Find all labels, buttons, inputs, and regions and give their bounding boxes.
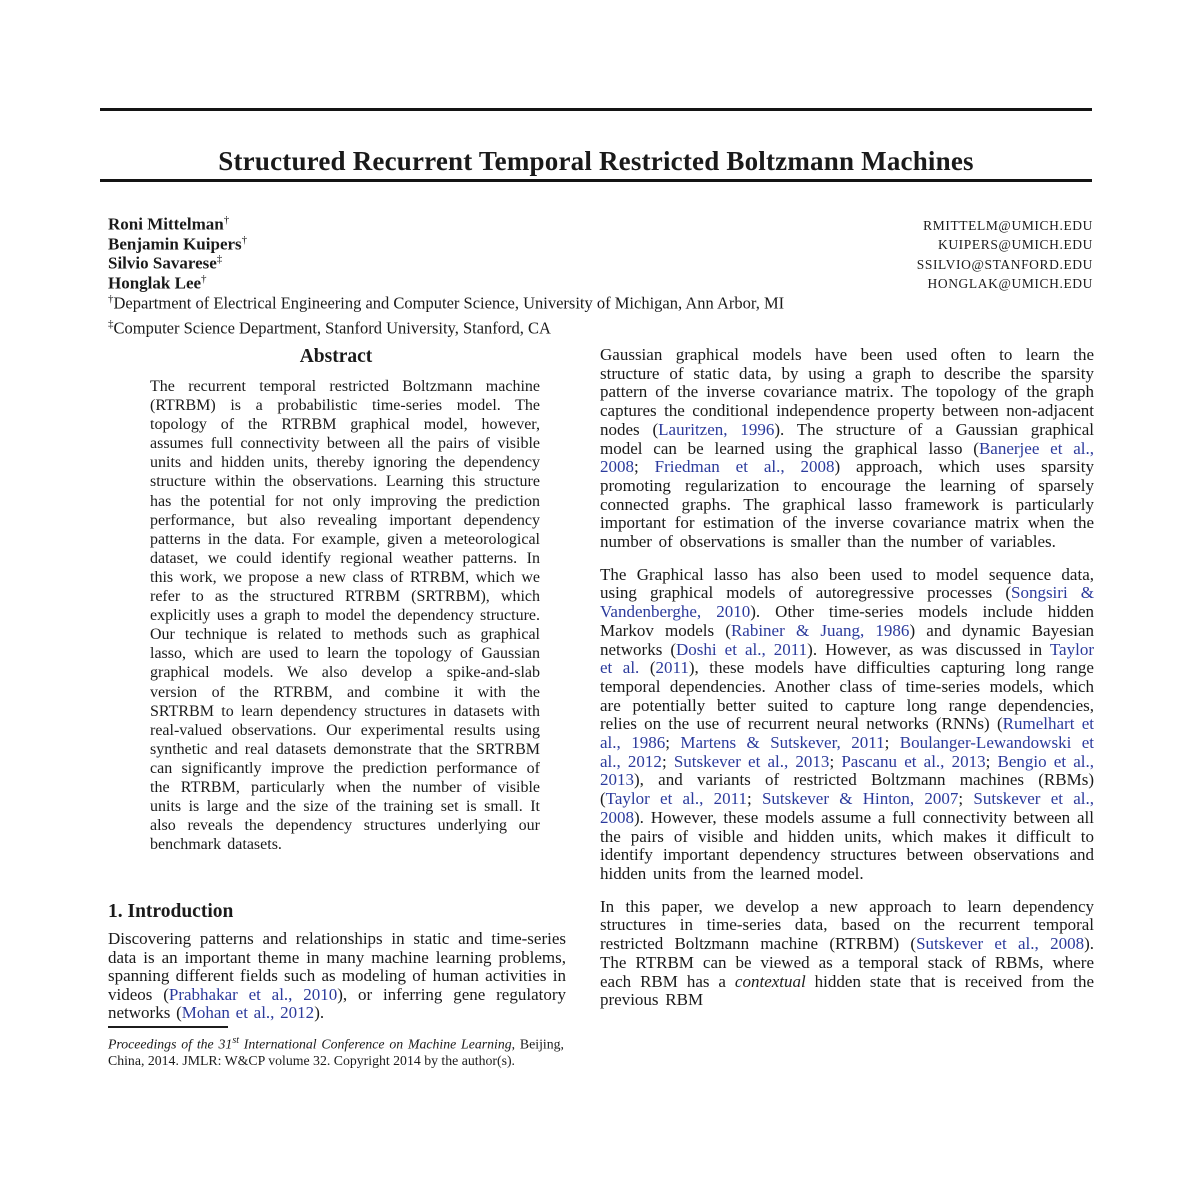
author-name-text: Roni Mittelman <box>108 214 224 234</box>
text-segment: hidden state that is received from the previous RBM <box>600 971 1094 1010</box>
affiliation-text: Department of Electrical Engineering and Computer Science, University of Michigan, Ann Arbor, MI <box>113 293 785 313</box>
text-segment: ). However, these models assume a full connectivity between all the pairs of visible and hidden units, which makes it difficult to identify important dependency structures between observations and hidden units from the learned model. <box>600 807 1094 883</box>
citation-link[interactable]: 2011 <box>655 658 689 678</box>
footnote-section <box>108 1026 564 1070</box>
text-segment: ), and variants of restricted Boltzmann machines (RBMs) ( <box>600 770 1094 809</box>
citation-link[interactable]: Songsiri & Vandenberghe, 2010 <box>600 583 1094 622</box>
author-affiliation-mark: ‡ <box>216 253 223 265</box>
author-email: SSILVIO@STANFORD.EDU <box>916 256 1093 272</box>
author-affiliation-mark: † <box>241 233 248 246</box>
author-email: RMITTELM@UMICH.EDU <box>923 217 1093 233</box>
abstract-heading: Abstract <box>299 346 373 367</box>
citation-link[interactable]: Sutskever et al., 2008 <box>916 934 1085 954</box>
citation-link[interactable]: Sutskever et al., 2008 <box>600 789 1094 827</box>
text-segment: ( <box>639 658 656 678</box>
affiliation-text: Computer Science Department, Stanford University, Stanford, CA <box>113 318 551 338</box>
citation-link[interactable]: Boulanger-Lewandowski et al., 2012 <box>600 733 1095 771</box>
citation-link[interactable]: Prabhakar et al., 2010 <box>168 984 338 1004</box>
citation-link[interactable]: Taylor et al. <box>600 639 1094 678</box>
abstract-section <box>106 346 566 854</box>
italic-text: Proceedings of the 31 <box>108 1036 233 1052</box>
citation-link[interactable]: Rumelhart et al., 1986 <box>600 714 1094 753</box>
right-column <box>600 346 1094 1024</box>
text-segment: ; <box>634 457 655 477</box>
introduction-section <box>108 901 566 1023</box>
citation-link[interactable]: Taylor et al., 2011 <box>605 789 747 809</box>
text-segment: ; <box>958 789 974 809</box>
body-paragraph <box>600 566 1094 884</box>
citation-link[interactable]: Martens & Sutskever, 2011 <box>680 733 885 753</box>
italic-text: contextual <box>734 971 806 991</box>
text-segment: Discovering patterns and relationships in static and time-series data is an important theme in many machine learning problems, spanning different fields such as modeling of human activities in videos ( <box>108 929 566 1004</box>
author-affiliation-mark: † <box>201 272 207 285</box>
text-segment: ). <box>314 1003 325 1022</box>
affiliation-mark: † <box>108 293 114 305</box>
left-column <box>106 0 566 1200</box>
citation-link[interactable]: Mohan et al., 2012 <box>181 1003 315 1022</box>
citation-link[interactable]: Lauritzen, 1996 <box>658 419 775 439</box>
citation-link[interactable]: Sutskever & Hinton, 2007 <box>761 789 959 809</box>
citation-link[interactable]: Doshi et al., 2011 <box>676 639 808 659</box>
citation-link[interactable]: Pascanu et al., 2013 <box>841 751 986 771</box>
citation-link[interactable]: Friedman et al., 2008 <box>654 457 835 477</box>
text-segment: ) approach, which uses sparsity promoting regularization to encourage the learning of sparsely connected graphs. The graphical lasso framework is particularly important for estimation of the inverse covariance matrix when the number of observations is smaller than the number of variables. <box>600 457 1094 552</box>
text-segment: ; <box>884 733 900 753</box>
text-segment: ) and dynamic Bayesian networks ( <box>600 620 1095 659</box>
paper-title: Structured Recurrent Temporal Restricted Boltzmann Machines <box>218 146 974 177</box>
text-segment: ; <box>661 751 674 771</box>
text-segment: ; <box>665 733 681 753</box>
text-segment: In this paper, we develop a new approach to learn dependency structures in time-series data, based on the recurrent temporal restricted Boltzmann machine (RTRBM) ( <box>600 896 1094 954</box>
text-segment: ), these models have difficulties capturing long range temporal dependencies. Another class of time-series models, which are potentially better suited to capture long range dependencies, relies on the use of recurrent neural networks (RNNs) ( <box>600 658 1094 734</box>
introduction-paragraph <box>108 930 566 1023</box>
superscript-text: st <box>232 1035 239 1046</box>
text-segment: ). Other time-series models include hidden Markov models ( <box>600 602 1094 640</box>
citation-link[interactable]: Rabiner & Juang, 1986 <box>730 620 910 640</box>
text-segment: ). The RTRBM can be viewed as a temporal stack of RBMs, where each RBM has a <box>600 934 1094 991</box>
italic-text: International Conference on Machine Learning <box>238 1036 512 1052</box>
abstract-body: The recurrent temporal restricted Boltzmann machine (RTRBM) is a probabilistic time-series model. The topology of the RTRBM graphical model, however, assumes full connectivity between all the pairs of visible units and hidden units, thereby ignoring the dependency structure within the observations. Learning this structure has the potential for not only improving the prediction performance, but also revealing important dependency patterns in the data. For example, given a meteorological dataset, we could identify regional weather patterns. In this work, we propose a new class of RTRBM, which we refer to as the structured RTRBM (SRTRBM), which explicitly uses a graph to model the dependency structure. Our technique is related to methods such as graphical lasso, which are used to learn the topology of Gaussian graphical models. We also develop a spike-and-slab version of the RTRBM, and combine it with the SRTRBM to learn dependency structures in datasets with real-valued observations. Our experimental results using synthetic and real datasets demonstrate that the SRTRBM can significantly improve the prediction performance of the RTRBM, particularly when the number of visible units is large and the size of the training set is small. It also reveals the dependency structures underlying our benchmark datasets. <box>150 378 540 854</box>
text-segment: ). However, as was discussed in <box>807 639 1050 659</box>
footnote-text <box>108 1033 564 1070</box>
author-name-text: Silvio Savarese <box>108 253 217 273</box>
introduction-heading: 1. Introduction <box>108 901 234 922</box>
citation-link[interactable]: Banerjee et al., 2008 <box>600 438 1094 477</box>
author-affiliation-mark: † <box>223 214 230 226</box>
text-segment: ; <box>985 751 998 771</box>
text-segment: The Graphical lasso has also been used to model sequence data, using graphical models of autoregressive processes ( <box>600 564 1094 603</box>
footnote-rule <box>108 1026 228 1028</box>
author-email: KUIPERS@UMICH.EDU <box>937 237 1093 253</box>
text-segment: ). The structure of a Gaussian graphical model can be learned using the graphical lasso ( <box>600 419 1094 458</box>
author-email: HONGLAK@UMICH.EDU <box>927 276 1093 292</box>
text-segment: ), or inferring gene regulatory networks ( <box>108 984 566 1022</box>
text-segment: ; <box>829 751 842 771</box>
author-name-text: Benjamin Kuipers <box>108 234 242 254</box>
text-segment: ; <box>746 789 762 809</box>
citation-link[interactable]: Sutskever et al., 2013 <box>673 751 830 771</box>
author-name-text: Honglak Lee <box>108 273 202 293</box>
body-paragraph <box>600 346 1094 552</box>
affiliation-mark: ‡ <box>108 318 114 330</box>
citation-link[interactable]: Bengio et al., 2013 <box>600 751 1094 790</box>
body-paragraph <box>600 898 1094 1010</box>
text-segment: Gaussian graphical models have been used often to learn the structure of static data, by using a graph to describe the sparsity pattern of the inverse covariance matrix. The topology of the graph captures the conditional independence property between non-adjacent nodes ( <box>600 345 1094 439</box>
text-segment: , Beijing, China, 2014. JMLR: W&CP volume 32. Copyright 2014 by the author(s). <box>108 1036 564 1069</box>
